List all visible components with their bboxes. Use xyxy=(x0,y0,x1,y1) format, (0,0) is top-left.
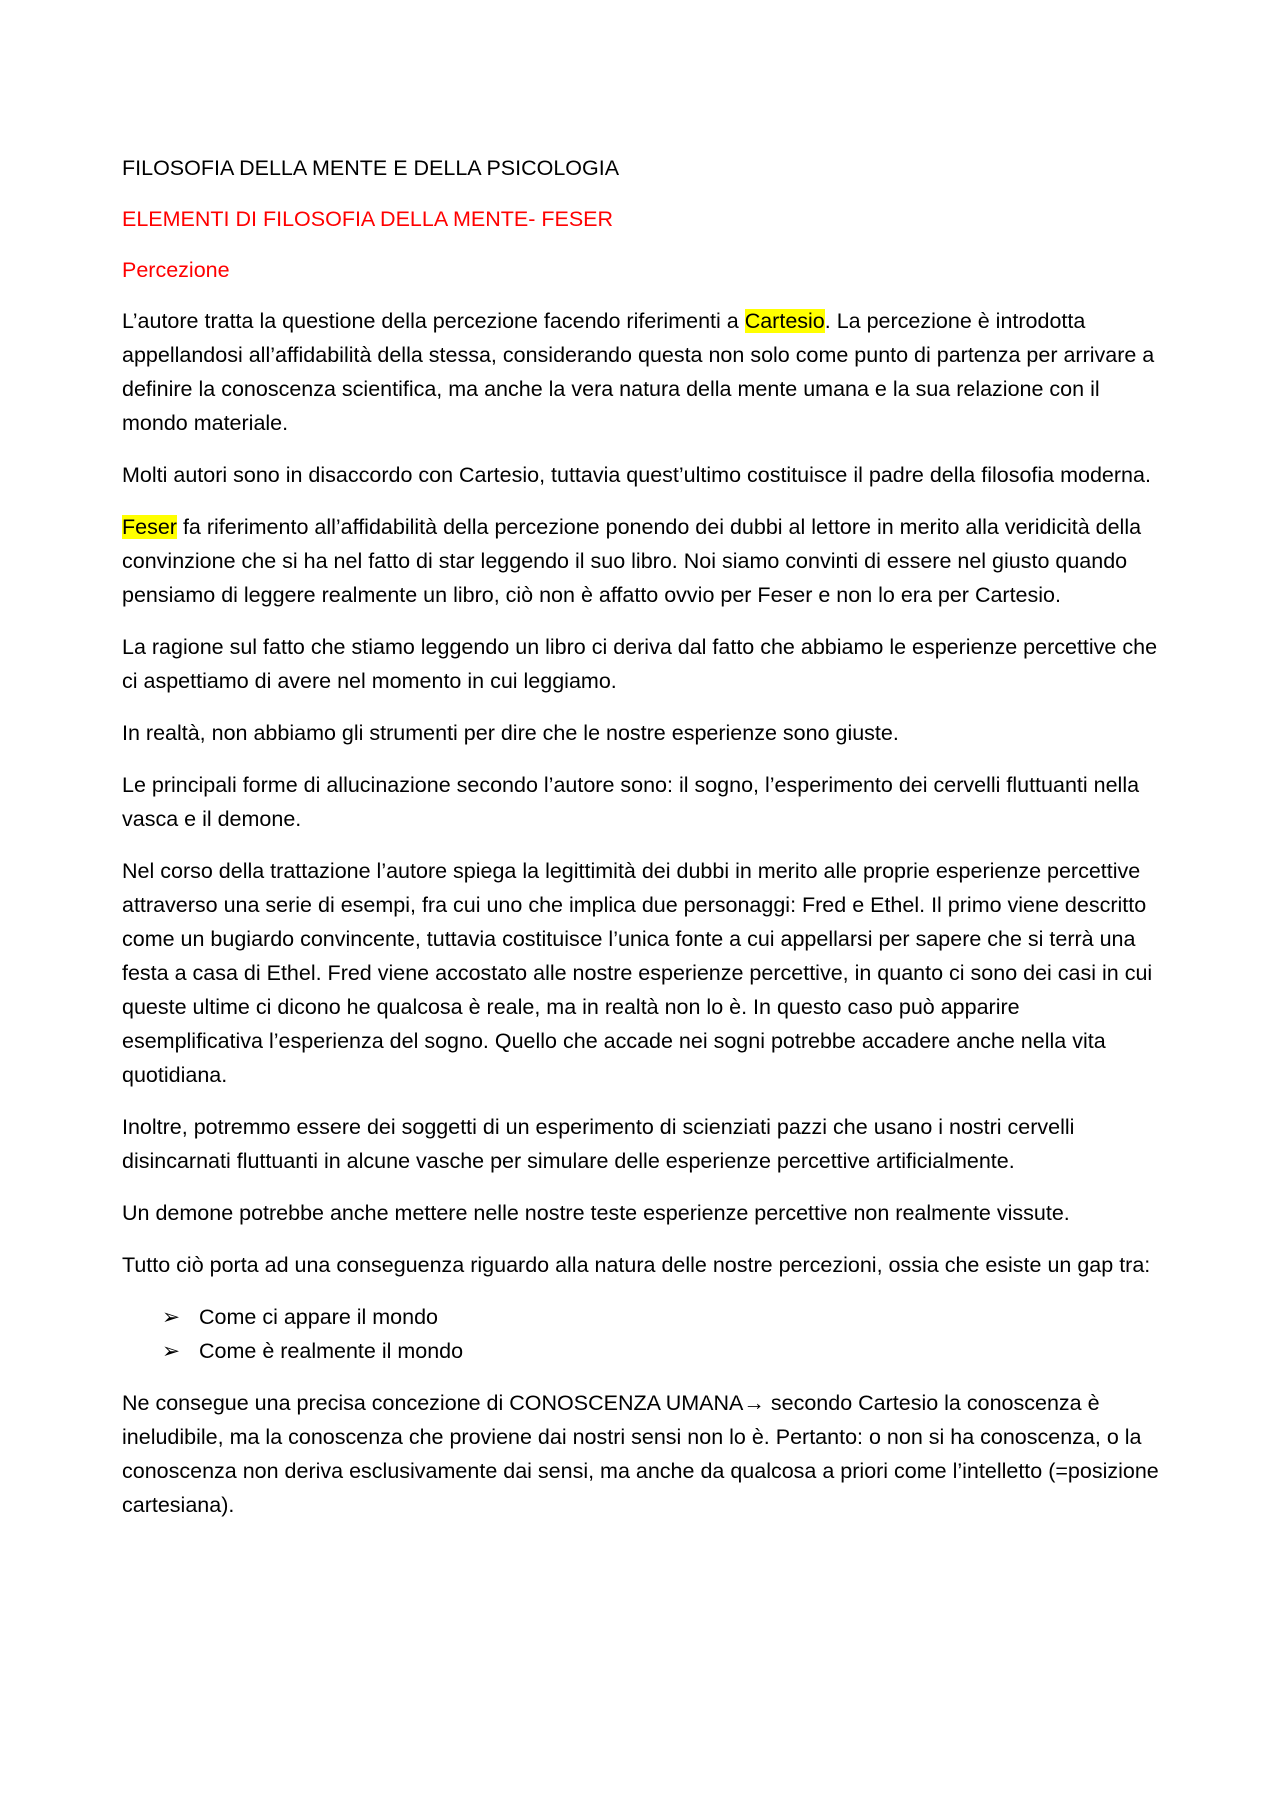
section-heading: Percezione xyxy=(122,258,230,282)
paragraph-4: La ragione sul fatto che stiamo leggendo un libro ci deriva dal fatto che abbiamo le esperienze percettive che ci aspettiamo di avere nel momento in cui leggiamo. xyxy=(122,635,1158,693)
paragraph-8: Inoltre, potremmo essere dei soggetti di un esperimento di scienziati pazzi che usano i nostri cervelli disincarnati fluttuanti in alcune vasche per simulare delle esperienze percettive artificialmente. xyxy=(122,1115,1075,1173)
list-item xyxy=(122,1300,1162,1334)
paragraph-3-rest: fa riferimento all’affidabilità della percezione ponendo dei dubbi al lettore in merito alla veridicità della convinzione che si ha nel fatto di star leggendo il suo libro. Noi siamo convinti di essere nel giusto quando pensiamo di leggere realmente un libro, ciò non è affatto ovvio per Feser e non lo era per Cartesio. xyxy=(122,515,1142,607)
paragraph-10: Tutto ciò porta ad una conseguenza riguardo alla natura delle nostre percezioni, ossia che esiste un gap tra: xyxy=(122,1253,1151,1277)
paragraph-1 xyxy=(122,304,1162,440)
paragraph-11: Ne consegue una precisa concezione di CONOSCENZA UMANA→ secondo Cartesio la conoscenza è ineludibile, ma la conoscenza che proviene dai nostri sensi non lo è. Pertanto: o non si ha conoscenza, o la conoscenza non deriva esclusivamente dai sensi, ma anche da qualcosa a priori come l’intelletto (=posizione cartesiana). xyxy=(122,1391,1159,1517)
paragraph-5: In realtà, non abbiamo gli strumenti per dire che le nostre esperienze sono giuste. xyxy=(122,721,899,745)
paragraph-1-start: L’autore tratta la questione della percezione facendo riferimenti a xyxy=(122,309,745,333)
paragraph-1-rest: . La percezione è introdotta appellandosi all’affidabilità della stessa, considerando questa non solo come punto di partenza per arrivare a definire la conoscenza scientifica, ma anche la vera natura della mente umana e la sua relazione con il mondo materiale. xyxy=(122,309,1155,435)
list-item xyxy=(122,1334,1162,1368)
list-item-text: Come ci appare il mondo xyxy=(199,1305,439,1329)
paragraph-6: Le principali forme di allucinazione secondo l’autore sono: il sogno, l’esperimento dei cervelli fluttuanti nella vasca e il demone. xyxy=(122,773,1140,831)
paragraph-2: Molti autori sono in disaccordo con Cartesio, tuttavia quest’ultimo costituisce il padre della filosofia moderna. xyxy=(122,463,1151,487)
bullet-list xyxy=(122,1300,1162,1368)
paragraph-9: Un demone potrebbe anche mettere nelle nostre teste esperienze percettive non realmente vissute. xyxy=(122,1201,1070,1225)
highlighted-term-cartesio: Cartesio xyxy=(744,309,825,333)
document-body xyxy=(122,151,1162,1540)
list-item-text: Come è realmente il mondo xyxy=(199,1339,464,1363)
highlighted-term-feser: Feser xyxy=(122,515,177,539)
arrow-bullet-icon: ➢ xyxy=(162,1305,181,1329)
paragraph-7: Nel corso della trattazione l’autore spiega la legittimità dei dubbi in merito alle proprie esperienze percettive attraverso una serie di esempi, fra cui uno che implica due personaggi: Fred e Ethel. Il primo viene descritto come un bugiardo convincente, tuttavia costituisce l’unica fonte a cui appellarsi per sapere che si terrà una festa a casa di Ethel. Fred viene accostato alle nostre esperienze percettive, in quanto ci sono dei casi in cui queste ultime ci dicono he qualcosa è reale, ma in realtà non lo è. In questo caso può apparire esemplificativa l’esperienza del sogno. Quello che accade nei sogni potrebbe accadere anche nella vita quotidiana. xyxy=(122,859,1153,1087)
document-subtitle: ELEMENTI DI FILOSOFIA DELLA MENTE- FESER xyxy=(122,207,614,231)
arrow-bullet-icon: ➢ xyxy=(162,1339,181,1363)
paragraph-3 xyxy=(122,510,1162,612)
document-title: FILOSOFIA DELLA MENTE E DELLA PSICOLOGIA xyxy=(122,156,620,180)
